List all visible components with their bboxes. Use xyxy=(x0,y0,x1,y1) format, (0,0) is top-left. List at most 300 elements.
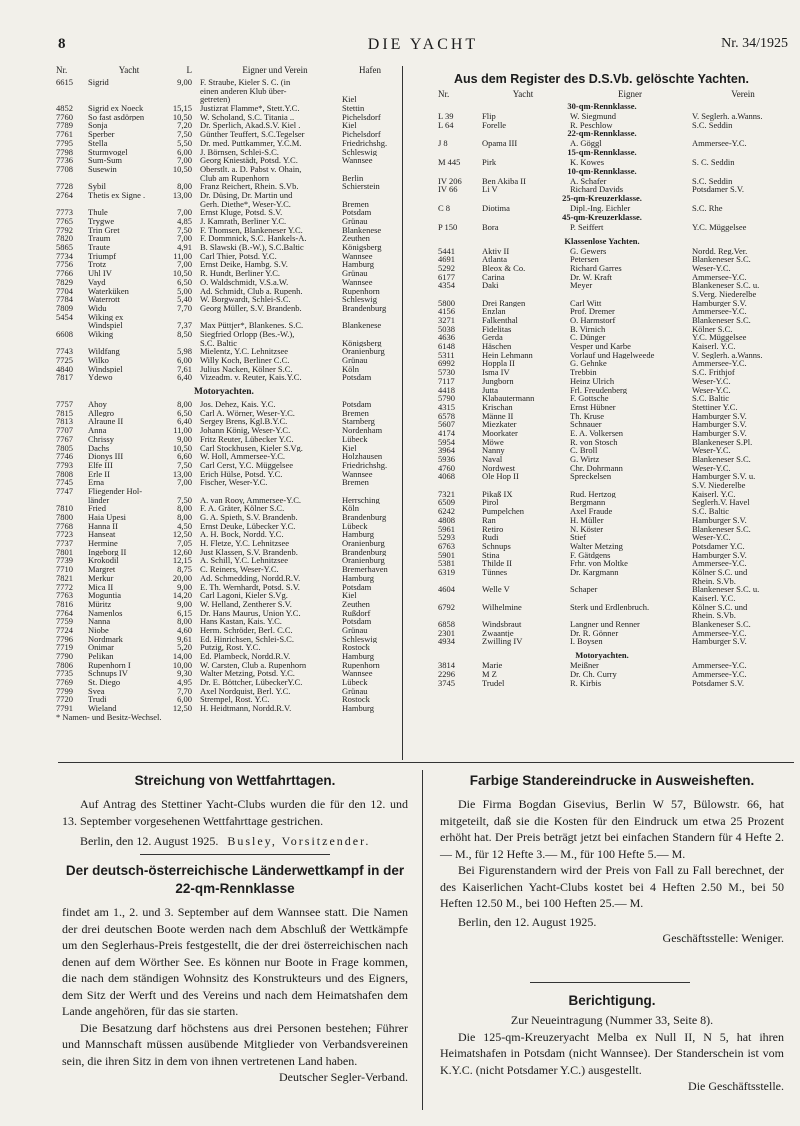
cell-yacht: Jungborn xyxy=(482,376,514,386)
table-row xyxy=(56,461,392,470)
cell-length: 6,00 xyxy=(177,695,192,705)
cell-hafen: Blankenese xyxy=(342,321,382,330)
cell-eigner: I. Boysen xyxy=(570,637,603,647)
cell-eigner: Erich Hülse, Potsd. Y.C. xyxy=(200,469,283,479)
cell-nr: 7321 xyxy=(438,489,455,499)
cell-yacht: Welle V xyxy=(482,585,510,595)
cell-nr: 2296 xyxy=(438,669,455,679)
table-row xyxy=(56,200,392,209)
table-row xyxy=(56,591,392,600)
column-divider xyxy=(422,770,423,1110)
article-standerdrucke xyxy=(440,772,784,947)
cell-verein: Potsdamer Y.C. xyxy=(692,541,745,551)
cell-length: 8,75 xyxy=(177,565,192,574)
cell-hafen: Brandenburg xyxy=(342,303,387,313)
cell-eigner: Stief xyxy=(570,533,587,542)
cell-hafen: Blankenese xyxy=(342,225,382,235)
cell-eigner: N. Köster xyxy=(570,524,604,534)
table-row xyxy=(56,513,392,522)
table-row xyxy=(410,611,794,620)
cell-eigner: Putzig, Rost. Y.C. xyxy=(200,643,261,653)
cell-nr: 7745 xyxy=(56,478,73,487)
table-row xyxy=(56,652,392,661)
cell-yacht: Thilde II xyxy=(482,559,512,568)
cell-eigner: Ad. Schmedding, Nordd.R.V. xyxy=(200,573,301,583)
cell-eigner: J. Börnsen, Schlei-S.C. xyxy=(200,147,279,157)
cell-verein: Kaiserl. Y.C. xyxy=(692,489,736,499)
cell-verein: Weser-Y.C. xyxy=(692,533,731,542)
cell-eigner: F. Gottsche xyxy=(570,394,609,403)
cell-nr: 7810 xyxy=(56,504,73,514)
section-heading: 25-qm-Kreuzerklasse. xyxy=(562,193,642,204)
cell-verein: Y.C. Müggelsee xyxy=(692,333,747,343)
cell-length: 9,00 xyxy=(177,582,192,592)
cell-eigner: Fritz Reuter, Lübecker Y.C. xyxy=(200,434,294,444)
cell-eigner: Walter Metzing xyxy=(570,541,623,551)
cell-verein: V. Seglerh. a.Wanns. xyxy=(692,112,763,121)
table-row xyxy=(410,325,794,334)
cell-length: 13,00 xyxy=(172,190,192,200)
cell-yacht: Isma IV xyxy=(482,368,510,377)
cell-hafen: Rostock xyxy=(342,695,370,705)
cell-eigner: Carl Cerst, Y.C. Müggelsee xyxy=(200,460,294,470)
cell-hafen: Potsdam xyxy=(342,582,372,592)
cell-hafen: Oranienburg xyxy=(342,539,385,548)
cell-yacht: Wilko xyxy=(88,356,109,365)
cell-nr: 7789 xyxy=(56,121,73,131)
table-row xyxy=(56,139,392,148)
table-row xyxy=(56,295,392,304)
cell-length: 8,00 xyxy=(177,182,192,191)
table-header xyxy=(56,66,392,78)
article-body: Bei Figurenstandern wird der Preis von Fall zu Fall berechnet, der des Kaiserlichen Yacht-Clubs kostet bei 4 Heften 2.50 M., bei 50 Heften 12.50 M., bei 100 Heften 25.— M. xyxy=(440,863,784,910)
cell-eigner: F. Thomsen, Blankeneser Y.C. xyxy=(200,225,303,235)
article-heading: Streichung von Wettfahrttagen. xyxy=(134,773,336,788)
cell-yacht: Wildfang xyxy=(88,347,120,357)
footnote: * Namen- und Besitz-Wechsel. xyxy=(56,711,162,722)
cell-verein: Rhein. S.Vb. xyxy=(692,576,736,586)
section-heading: 22-qm-Rennklasse. xyxy=(567,128,637,139)
cell-eigner: A. Schafer xyxy=(570,176,607,186)
cell-nr: 7805 xyxy=(56,443,73,453)
cell-nr: 7808 xyxy=(56,469,73,479)
cell-eigner: R. Hundt, Berliner Y.C. xyxy=(200,269,281,278)
cell-eigner: einen anderen Klub über- xyxy=(200,86,287,96)
register-groups xyxy=(410,102,794,687)
cell-eigner: Dr. E. Böttcher, LübeckerY.C. xyxy=(200,678,303,687)
cell-nr: 7791 xyxy=(56,704,73,713)
cell-yacht: Merkur xyxy=(88,573,114,583)
table-row xyxy=(56,226,392,235)
cell-eigner: A. Göggl xyxy=(570,139,602,149)
cell-nr: L 39 xyxy=(438,112,454,121)
cell-yacht: Haia Upesi xyxy=(88,513,127,522)
cell-hafen: Königsberg xyxy=(342,243,382,252)
cell-eigner: Dr. Sperlich, Akad.S.V. Kiel . xyxy=(200,121,301,131)
page-number: 8 xyxy=(58,36,66,52)
cell-eigner: Dr. W. Kraft xyxy=(570,272,613,282)
cell-eigner: Carl Stockhusen, Kieler S.Vg. xyxy=(200,443,303,453)
cell-verein: Blankeneser S.C. u. xyxy=(692,281,760,290)
cell-yacht: Trin Gret xyxy=(88,225,120,235)
cell-verein: Weser-Y.C. xyxy=(692,376,731,386)
cell-yacht: Erna xyxy=(88,478,105,487)
cell-nr: 7759 xyxy=(56,617,73,626)
cell-yacht: Onimar xyxy=(88,643,114,653)
cell-yacht: Pumpelchen xyxy=(482,507,525,516)
cell-yacht: Opama III xyxy=(482,139,518,149)
cell-verein: S.V. Niederelbe xyxy=(692,481,746,490)
cell-length: 11,00 xyxy=(173,251,192,261)
article-subheading: Zur Neueintragung (Nummer 33, Seite 8). xyxy=(510,1013,714,1027)
cell-nr: 7117 xyxy=(438,376,455,386)
cell-yacht: Zwilling IV xyxy=(482,637,523,647)
table-row xyxy=(56,556,392,565)
cell-nr: 7769 xyxy=(56,678,73,687)
cell-nr: 7743 xyxy=(56,347,73,357)
cell-eigner: Trebbin xyxy=(570,368,597,377)
table-row xyxy=(410,629,794,638)
table-row xyxy=(410,498,794,507)
cell-nr: 7761 xyxy=(56,130,73,139)
cell-nr: 7820 xyxy=(56,234,73,244)
cell-yacht: M Z xyxy=(482,669,497,679)
cell-eigner: Ernst Deuke, Lübecker Y.C. xyxy=(200,521,296,531)
table-row xyxy=(56,574,392,583)
cell-nr: 7765 xyxy=(56,217,73,226)
cell-yacht: Anna xyxy=(88,426,107,435)
table-row xyxy=(410,342,794,351)
cell-yacht: Hanna II xyxy=(88,521,118,531)
table-row xyxy=(410,446,794,455)
table-row xyxy=(410,438,794,447)
cell-yacht: Drei Rangen xyxy=(482,298,526,308)
cell-nr: L 64 xyxy=(438,120,454,130)
cell-eigner: Herm. Schröder, Berl. C.C. xyxy=(200,625,293,635)
right-register-title: Aus dem Register des D.S.Vb. gelöschte Yachten. xyxy=(453,72,749,86)
article-heading: Der deutsch-österreichische Länderwettkampf in der 22-qm-Rennklasse xyxy=(65,863,405,896)
cell-hafen: Königsberg xyxy=(342,338,382,348)
cell-nr: 7784 xyxy=(56,295,73,304)
cell-eigner: Georg Müller, S.V. Brandenb. xyxy=(200,303,302,313)
cell-nr: 4852 xyxy=(56,104,73,113)
cell-nr: 7813 xyxy=(56,417,73,427)
cell-verein: Kölner S.C. und xyxy=(692,602,748,612)
cell-hafen: Wannsee xyxy=(342,251,373,261)
article-body: Die Firma Bogdan Gisevius, Berlin W 57, Bülowstr. 66, hat mitgeteilt, daß sie die Kosten für den Eindruck um etwa 25 Prozent erhöht hat. Der Preis beträgt jetzt bei einfachen Standern für 4 Hefte 2.— M., für 12 Hefte 3.— M., für 100 Hefte 5.— M. xyxy=(440,797,784,861)
table-row xyxy=(56,304,392,313)
cell-length: 6,40 xyxy=(177,417,192,427)
table-row xyxy=(56,269,392,278)
cell-eigner: H. Heidtmann, Nordd.R.V. xyxy=(200,704,292,713)
table-row xyxy=(410,620,794,629)
cell-length: 8,50 xyxy=(177,329,192,339)
cell-yacht: Atlanta xyxy=(482,255,508,264)
cell-hafen: Oranienburg xyxy=(342,556,385,566)
cell-yacht: Marie xyxy=(482,661,503,670)
cell-hafen: Köln xyxy=(342,504,359,514)
cell-yacht: So fast asdörpen xyxy=(88,112,145,122)
cell-nr: 7747 xyxy=(56,486,73,496)
cell-eigner: Oberstlt. a. D. Pabst v. Ohain, xyxy=(200,164,302,174)
column-header-yacht: Yacht xyxy=(512,90,534,99)
cell-verein: Blankeneser S.C. xyxy=(692,524,751,534)
cell-hafen: Rupenhorn xyxy=(342,660,380,670)
table-row xyxy=(56,78,392,87)
cell-hafen: Friedrichshg. xyxy=(342,138,388,148)
cell-length: 4,91 xyxy=(177,243,192,252)
cell-hafen: Kiel xyxy=(342,95,357,105)
column-header-eigner: Eigner und Verein xyxy=(242,66,308,75)
cell-nr: 7720 xyxy=(56,695,73,705)
cell-nr: 4156 xyxy=(438,307,455,317)
cell-yacht: Li V xyxy=(482,185,498,195)
cell-verein: Blankeneser S.Pl. xyxy=(692,437,753,447)
cell-hafen: Herrsching xyxy=(342,495,380,505)
cell-nr: 7767 xyxy=(56,434,73,444)
table-row xyxy=(56,165,392,174)
cell-length: 7,50 xyxy=(177,130,192,139)
cell-hafen: Lübeck xyxy=(342,678,368,687)
cell-yacht: Forelle xyxy=(482,120,507,130)
cell-length: 6,60 xyxy=(177,452,192,461)
table-row xyxy=(410,551,794,560)
cell-eigner: W. Borgwardt, Schlei-S.C. xyxy=(200,295,291,304)
cell-nr: 4315 xyxy=(438,402,455,412)
table-row xyxy=(56,643,392,652)
cell-yacht: Pirol xyxy=(482,498,499,508)
cell-length: 7,00 xyxy=(177,478,192,487)
table-row xyxy=(410,264,794,273)
cell-nr: 7768 xyxy=(56,521,73,531)
cell-yacht: Dionys III xyxy=(88,452,124,461)
cell-verein: Hamburger S.V. xyxy=(692,428,747,438)
cell-nr: 7801 xyxy=(56,547,73,557)
cell-length: 4,60 xyxy=(177,625,192,635)
column-header-eigner: Eigner xyxy=(618,90,642,99)
cell-eigner: Justizrat Flamme*, Stett.Y.C. xyxy=(200,104,300,113)
cell-nr: J 8 xyxy=(438,139,448,149)
cell-yacht: Carina xyxy=(482,272,505,282)
cell-yacht: Pikaß IX xyxy=(482,489,513,499)
cell-length: 9,00 xyxy=(177,599,192,609)
cell-nr: 7739 xyxy=(56,556,73,566)
table-row xyxy=(56,487,392,496)
cell-nr: P 150 xyxy=(438,222,458,232)
cell-yacht: Falkenthal xyxy=(482,316,518,325)
article-heading: Farbige Standereindrucke in Ausweisheften. xyxy=(469,773,755,788)
cell-yacht: Schnups xyxy=(482,541,511,551)
table-row xyxy=(56,695,392,704)
cell-verein: Weser-Y.C. xyxy=(692,463,731,473)
cell-yacht: Nanna xyxy=(88,617,111,626)
cell-eigner: Axel Nordquist, Berl. Y.C. xyxy=(200,686,291,696)
cell-eigner: Schnauer xyxy=(570,420,602,429)
table-row xyxy=(410,112,794,121)
cell-nr: 5954 xyxy=(438,437,455,447)
cell-eigner: Heinz Ulrich xyxy=(570,376,615,386)
cell-eigner: Sterk und Erdlenbruch. xyxy=(570,602,650,612)
section-heading: Klassenlose Yachten. xyxy=(564,235,640,246)
table-row xyxy=(56,530,392,539)
cell-hafen: Bremen xyxy=(342,408,369,418)
cell-length: 9,00 xyxy=(177,78,192,87)
cell-length: 8,00 xyxy=(177,400,192,409)
table-row xyxy=(56,496,392,505)
cell-verein: Kölner S.C. und xyxy=(692,567,748,577)
table-row xyxy=(56,600,392,609)
horizontal-divider xyxy=(58,762,794,763)
cell-nr: 5901 xyxy=(438,550,455,560)
cell-yacht: Vayd xyxy=(88,277,106,287)
cell-hafen: Grünau xyxy=(342,356,368,365)
cell-eigner: F. Straube, Kieler S. C. (in xyxy=(200,78,291,87)
table-row xyxy=(410,394,794,403)
cell-yacht: Enzlan xyxy=(482,307,506,317)
cell-nr: 3745 xyxy=(438,678,455,688)
cell-yacht: Ole Hop II xyxy=(482,472,519,482)
cell-verein: Potsdamer S.V. xyxy=(692,185,745,195)
article-signature: Die Geschäftsstelle. xyxy=(688,1079,784,1093)
column-header-yacht: Yacht xyxy=(118,66,140,75)
cell-eigner: W. Carsten, Club a. Rupenhorn xyxy=(200,660,307,670)
cell-length: 6,50 xyxy=(177,408,192,418)
table-row xyxy=(410,412,794,421)
article-body: findet am 1., 2. und 3. September auf dem Wannsee statt. Die Namen der drei deutschen Boote werden nach dem Abschluß der Wettkämpfe um den Seglerhaus-Preis festgestellt, die der drei österreichischen nach denen auf dem Wörther See. Es können nur Boote in Frage kommen, die nach dem ständigen Wohnsitz des Konstrukteurs und des Eigners, dem Sitz der Werft und des Vereins und nach dem Heimatshafen dem Lande angehören, für das sie starten. xyxy=(62,905,408,1018)
cell-nr: 6148 xyxy=(438,342,455,351)
table-row xyxy=(410,464,794,473)
cell-eigner: Günther Teuffert, S.C.Tegelser xyxy=(200,130,305,139)
cell-nr: 6608 xyxy=(56,329,73,339)
cell-nr: 7799 xyxy=(56,686,73,696)
cell-length: 4,50 xyxy=(177,521,192,531)
table-row xyxy=(410,661,794,670)
article-streichung xyxy=(62,772,408,850)
cell-hafen: Potsdam xyxy=(342,617,372,626)
cell-nr: 7790 xyxy=(56,652,73,661)
table-row xyxy=(56,260,392,269)
cell-nr: 4808 xyxy=(438,515,455,525)
article-signature: Busley, Vorsitzender. xyxy=(227,834,371,848)
cell-yacht: Ben Akiba II xyxy=(482,176,526,186)
cell-eigner: W. Scholand, S.C. Titania .. xyxy=(200,112,295,122)
table-row xyxy=(56,356,392,365)
cell-yacht: Namenlos xyxy=(88,608,123,618)
table-row xyxy=(56,548,392,557)
cell-nr: 7723 xyxy=(56,530,73,540)
cell-hafen: Rußdorf xyxy=(342,608,371,618)
cell-verein: S.C. Frithjof xyxy=(692,368,735,377)
cell-verein: Weser-Y.C. xyxy=(692,446,731,456)
cell-hafen: Wannsee xyxy=(342,669,373,679)
section-heading: 30-qm-Rennklasse. xyxy=(567,101,637,111)
cell-eigner: H. Fletze, Y.C. Lehnitzsee xyxy=(200,539,289,548)
table-row xyxy=(56,104,392,113)
cell-eigner: Ed. Hinrichsen, Schlei-S.C. xyxy=(200,634,294,644)
cell-yacht: Waterküken xyxy=(88,286,129,296)
cell-nr: 7815 xyxy=(56,408,73,418)
cell-verein: Ammersee-Y.C. xyxy=(692,628,747,638)
cell-hafen: Potsdam xyxy=(342,373,372,383)
cell-nr: 6177 xyxy=(438,272,455,282)
cell-nr: 7821 xyxy=(56,573,73,583)
cell-hafen: Grünau xyxy=(342,269,368,278)
cell-yacht: Möwe xyxy=(482,437,504,447)
cell-yacht: Pirk xyxy=(482,158,497,167)
cell-verein: S.C. Rhe xyxy=(692,204,723,213)
cell-yacht: Uhl IV xyxy=(88,269,112,278)
cell-nr: 5730 xyxy=(438,368,455,377)
cell-length: 8,00 xyxy=(177,617,192,626)
cell-nr: 3271 xyxy=(438,316,455,325)
cell-length: 7,50 xyxy=(177,225,192,235)
table-row xyxy=(56,539,392,548)
cell-length: 10,50 xyxy=(172,112,192,122)
cell-nr: 7756 xyxy=(56,260,73,270)
cell-eigner: Johann König, Weser-Y.C. xyxy=(200,426,291,435)
cell-hafen: Kiel xyxy=(342,591,357,600)
cell-nr: 7737 xyxy=(56,539,73,548)
cell-hafen: Hamburg xyxy=(342,704,374,713)
cell-yacht: Klabautermann xyxy=(482,394,535,403)
cell-nr: 7757 xyxy=(56,400,73,409)
cell-yacht: Müritz xyxy=(88,599,112,609)
cell-nr: 6792 xyxy=(438,602,455,612)
cell-eigner: Gerh. Diethe*, Weser-Y.C. xyxy=(200,199,291,209)
cell-yacht: Svea xyxy=(88,686,105,696)
cell-eigner: Mielentz, Y.C. Lehnitzsee xyxy=(200,347,289,357)
cell-yacht: Stella xyxy=(88,138,108,148)
cell-hafen: Lübeck xyxy=(342,521,368,531)
cell-eigner: G. A. Spieth, S.V. Brandenb. xyxy=(200,513,298,522)
cell-eigner: getreten) xyxy=(200,95,231,105)
cell-nr: 5293 xyxy=(438,533,455,542)
cell-eigner: Axel Fraude xyxy=(570,507,613,516)
cell-nr: 5790 xyxy=(438,394,455,403)
cell-length: 7,70 xyxy=(177,686,192,696)
cell-yacht: Hein Lehmann xyxy=(482,350,533,360)
table-row xyxy=(56,478,392,487)
cell-length: 4,85 xyxy=(177,217,192,226)
cell-length: 7,50 xyxy=(177,460,192,470)
cell-verein: Blankeneser S.C. xyxy=(692,455,751,464)
cell-yacht: Zwaantje xyxy=(482,628,514,638)
table-row xyxy=(410,368,794,377)
cell-verein: Ammersee-Y.C. xyxy=(692,559,747,568)
cell-nr: 7728 xyxy=(56,182,73,191)
cell-verein: Blankeneser S.C. xyxy=(692,255,751,264)
cell-yacht: Hoppla II xyxy=(482,359,515,369)
cell-nr: 7817 xyxy=(56,373,73,383)
cell-length: 7,20 xyxy=(177,121,192,131)
cell-eigner: Th. Kruse xyxy=(570,411,604,421)
article-dateline xyxy=(62,833,408,850)
cell-verein: Hamburger S.V. u. xyxy=(692,472,756,482)
cell-eigner: Vorlauf und Hagelweede xyxy=(570,350,655,360)
cell-yacht: Allegro xyxy=(88,408,114,418)
cell-yacht: Trygwe xyxy=(88,217,115,226)
cell-nr: 6509 xyxy=(438,498,455,508)
table-row xyxy=(56,678,392,687)
cell-length: 7,00 xyxy=(177,260,192,270)
cell-nr: 4174 xyxy=(438,428,455,438)
cell-hafen: Kiel xyxy=(342,121,357,131)
cell-yacht: Bora xyxy=(482,222,499,232)
cell-yacht: Fliegender Hol- xyxy=(88,486,143,496)
cell-nr: 7792 xyxy=(56,225,73,235)
column-header-nr: Nr. xyxy=(56,66,68,75)
table-row xyxy=(56,635,392,644)
